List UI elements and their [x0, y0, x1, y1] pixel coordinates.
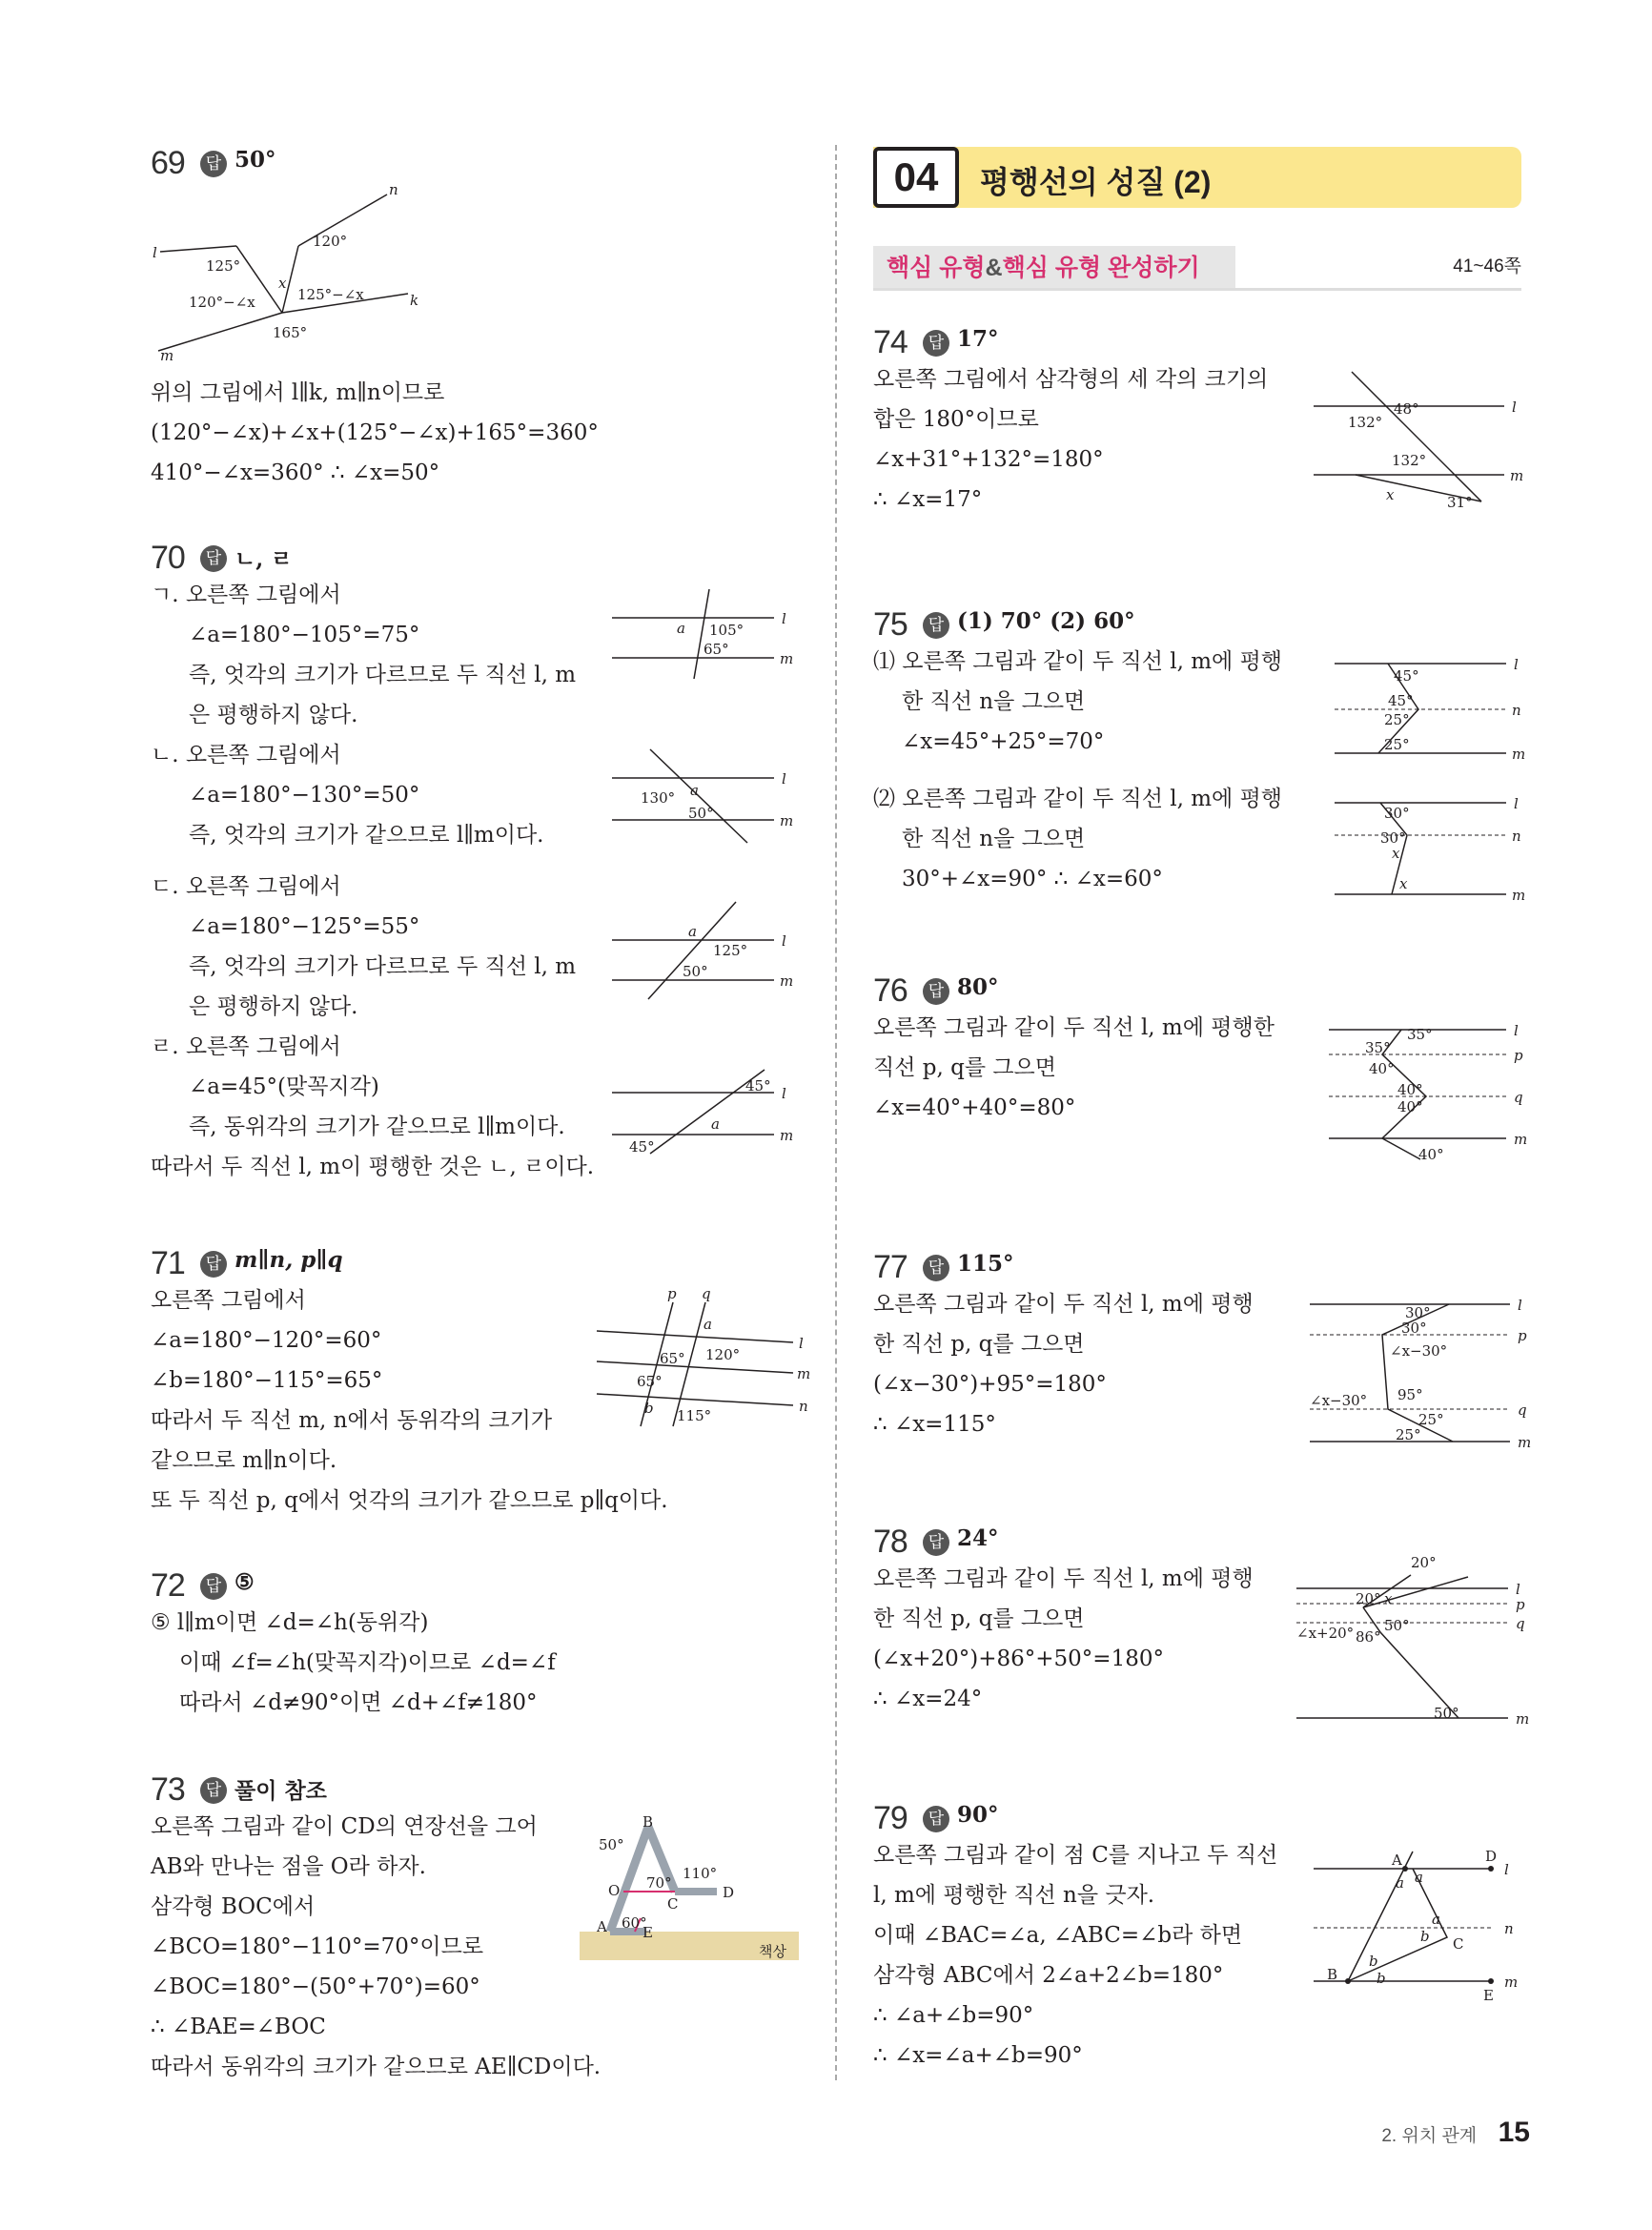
text-line: 즉, 동위각의 크기가 같으므로 l∥m이다. — [189, 1115, 565, 1139]
figure-77 — [1310, 1285, 1539, 1457]
fig-label: a — [1432, 1911, 1440, 1928]
answer-text: 115° — [957, 1251, 1014, 1277]
fig-label: 25° — [1418, 1411, 1444, 1428]
text-line: ∴ ∠x=∠a+∠b=90° — [873, 2043, 1083, 2068]
fig-label: m — [1504, 1974, 1519, 1991]
fig-label: 50° — [1384, 1617, 1410, 1634]
text-line: 은 평행하지 않다. — [189, 703, 358, 727]
fig-label: l — [782, 610, 786, 627]
text-line: (120°−∠x)+∠x+(125°−∠x)+165°=360° — [151, 420, 599, 445]
fig-label: 25° — [1384, 736, 1410, 753]
fig-label: q — [1518, 1401, 1527, 1419]
text-line: 같으므로 m∥n이다. — [151, 1448, 337, 1473]
fig-label: m — [1518, 1434, 1532, 1451]
problem-number: 74 — [873, 324, 908, 360]
answer-text: 50° — [235, 147, 276, 173]
text-line: 오른쪽 그림에서 — [151, 1288, 306, 1313]
text-line: ∠BOC=180°−(50°+70°)=60° — [151, 1974, 480, 1999]
fig-label: a — [688, 923, 697, 940]
answer-text: (1) 70° (2) 60° — [957, 608, 1135, 634]
figure-73 — [580, 1813, 808, 1975]
text-line: 즉, 엇각의 크기가 같으므로 l∥m이다. — [189, 823, 544, 848]
figure-69 — [151, 181, 427, 364]
fig-label: l — [1514, 1022, 1519, 1039]
fig-label: x — [1386, 486, 1395, 503]
fig-label: C — [1453, 1935, 1464, 1953]
text-line: ∠a=180°−130°=50° — [189, 783, 420, 808]
fig-label: D — [723, 1884, 735, 1901]
text-line: 삼각형 BOC에서 — [151, 1894, 316, 1919]
fig-label: m — [1512, 887, 1526, 904]
fig-label: A — [1392, 1852, 1402, 1869]
fig-label: x — [1392, 845, 1400, 862]
problem-number: 75 — [873, 606, 908, 643]
fig-label: E — [642, 1924, 653, 1941]
figure-75-2 — [1335, 791, 1535, 906]
fig-label: a — [704, 1316, 712, 1333]
problem-number: 78 — [873, 1524, 908, 1560]
text-line: ㄹ. 오른쪽 그림에서 — [151, 1034, 341, 1059]
text-line: 즉, 엇각의 크기가 다르므로 두 직선 l, m — [189, 663, 577, 687]
text-line: ∠a=180°−125°=55° — [189, 914, 420, 939]
fig-label: l — [153, 244, 157, 261]
fig-label: p — [667, 1285, 677, 1302]
fig-label: 30° — [1405, 1304, 1431, 1321]
problem-number: 70 — [151, 540, 185, 576]
text-line: 은 평행하지 않다. — [189, 994, 358, 1019]
text-line: 오른쪽 그림과 같이 두 직선 l, m에 평행한 — [873, 1015, 1275, 1040]
answer-text: ⑤ — [235, 1569, 255, 1595]
text-line: AB와 만나는 점을 O라 하자. — [151, 1854, 426, 1879]
answer-text: 24° — [957, 1525, 999, 1551]
text-line: 오른쪽 그림과 같이 두 직선 l, m에 평행 — [873, 1292, 1254, 1317]
text-line: ⑤ l∥m이면 ∠d=∠h(동위각) — [151, 1610, 429, 1635]
text-line: (∠x−30°)+95°=180° — [873, 1372, 1107, 1397]
figure-78 — [1296, 1556, 1535, 1728]
fig-label: 35° — [1365, 1039, 1391, 1056]
text-line: ∴ ∠a+∠b=90° — [873, 2003, 1034, 2028]
fig-label: 165° — [273, 324, 308, 341]
figure-71 — [593, 1283, 822, 1455]
fig-label: b — [1420, 1928, 1430, 1945]
fig-label: m — [1510, 467, 1524, 484]
figure-75-1 — [1335, 648, 1535, 772]
text-line: ⑴ 오른쪽 그림과 같이 두 직선 l, m에 평행 — [873, 649, 1283, 674]
figure-74 — [1314, 368, 1533, 511]
fig-label: m — [780, 972, 794, 990]
text-line: ∴ ∠x=17° — [873, 487, 983, 512]
fig-label: l — [782, 1085, 786, 1102]
text-line: 한 직선 n을 그으면 — [902, 689, 1086, 714]
section-number: 04 — [873, 147, 959, 208]
fig-label: 30° — [1380, 829, 1406, 847]
problem-number: 71 — [151, 1245, 185, 1281]
fig-label: b — [644, 1400, 654, 1417]
fig-label: 40° — [1369, 1060, 1395, 1077]
fig-label: n — [1512, 702, 1521, 719]
text-line: 위의 그림에서 l∥k, m∥n이므로 — [151, 380, 445, 405]
fig-label: q — [1516, 1615, 1525, 1632]
fig-label: 45° — [1388, 692, 1414, 709]
fig-label: l — [1512, 399, 1517, 416]
fig-label: 50° — [688, 805, 714, 822]
fig-label: 115° — [677, 1407, 712, 1424]
fig-label: p — [1516, 1596, 1525, 1613]
text-line: ∠BCO=180°−110°=70°이므로 — [151, 1934, 484, 1959]
fig-label: b — [1377, 1970, 1386, 1987]
text-line: ∴ ∠x=24° — [873, 1687, 983, 1711]
fig-label: A — [597, 1918, 607, 1935]
fig-label: n — [1504, 1920, 1514, 1937]
text-line: ㄱ. 오른쪽 그림에서 — [151, 583, 341, 607]
fig-label: 50° — [683, 963, 708, 980]
answer-text: ㄴ, ㄹ — [235, 546, 293, 572]
figure-70-b — [612, 744, 803, 849]
fig-label: a — [711, 1115, 720, 1133]
sub-header-tab — [873, 246, 1235, 290]
text-line: ∠a=180°−105°=75° — [189, 623, 420, 647]
fig-label: l — [1514, 656, 1519, 673]
fig-label: p — [1514, 1047, 1523, 1064]
fig-label: 70° — [646, 1874, 672, 1892]
fig-label: 20° — [1411, 1554, 1437, 1571]
sub-header-amp: & — [985, 255, 1003, 281]
fig-label: l — [1518, 1297, 1522, 1314]
text-line: 한 직선 p, q를 그으면 — [873, 1332, 1085, 1357]
answer-badge: 답 — [923, 1806, 949, 1832]
sub-header — [873, 246, 1521, 290]
fig-label: b — [1369, 1953, 1378, 1970]
fig-label: 35° — [1407, 1026, 1433, 1043]
text-line: 합은 180°이므로 — [873, 407, 1039, 432]
fig-label: a — [677, 620, 685, 637]
fig-label: 132° — [1348, 414, 1383, 431]
fig-label: 30° — [1401, 1320, 1427, 1337]
text-line: 410°−∠x=360° ∴ ∠x=50° — [151, 460, 440, 485]
text-line: 따라서 동위각의 크기가 같으므로 AE∥CD이다. — [151, 2055, 602, 2079]
text-line: ∴ ∠x=115° — [873, 1412, 996, 1437]
fig-label: n — [1512, 828, 1521, 845]
fig-label: l — [799, 1335, 804, 1352]
text-line: (∠x+20°)+86°+50°=180° — [873, 1647, 1164, 1671]
page-range: 41~46쪽 — [1453, 256, 1521, 276]
answer-badge: 답 — [200, 1573, 227, 1600]
fig-label: p — [1518, 1327, 1527, 1344]
fig-label: a — [1396, 1874, 1404, 1892]
fig-label: x — [1399, 875, 1408, 892]
fig-label: 31° — [1447, 494, 1473, 511]
fig-label: n — [799, 1398, 808, 1415]
text-line: ∠x+31°+132°=180° — [873, 447, 1104, 472]
figure-70-a — [612, 585, 803, 681]
fig-label: 120° — [705, 1346, 741, 1363]
text-line: 한 직선 n을 그으면 — [902, 827, 1086, 851]
problem-number: 76 — [873, 972, 908, 1009]
text-line: 오른쪽 그림과 같이 CD의 연장선을 그어 — [151, 1814, 538, 1839]
text-line: ∠x=40°+40°=80° — [873, 1095, 1076, 1120]
fig-label: ∠x+20° — [1296, 1625, 1355, 1642]
sub-header-b: 핵심 유형 완성하기 — [1002, 255, 1200, 281]
fig-label: ∠x−30° — [1310, 1392, 1368, 1409]
fig-label: 125°−∠x — [297, 286, 364, 303]
fig-label: 50° — [1434, 1705, 1459, 1722]
fig-label: E — [1483, 1987, 1494, 2004]
answer-badge: 답 — [200, 151, 227, 177]
problem-number: 73 — [151, 1771, 185, 1808]
fig-label: 40° — [1397, 1081, 1423, 1098]
section-header — [873, 147, 1521, 208]
fig-label: 132° — [1392, 452, 1427, 469]
text-line: ∠a=45°(맞꼭지각) — [189, 1074, 379, 1099]
fig-label: 65° — [637, 1373, 663, 1390]
text-line: ㄷ. 오른쪽 그림에서 — [151, 874, 341, 899]
text-line: 이때 ∠BAC=∠a, ∠ABC=∠b라 하면 — [873, 1923, 1243, 1948]
fig-label: D — [1485, 1848, 1498, 1865]
fig-label: m — [780, 650, 794, 667]
section-title: 평행선의 성질 (2) — [980, 165, 1212, 199]
fig-label: 105° — [709, 622, 744, 639]
figure-76 — [1329, 1020, 1539, 1182]
fig-label: m — [797, 1365, 811, 1382]
fig-label: 120° — [313, 233, 348, 250]
answer-badge: 답 — [923, 1529, 949, 1556]
text-line: 이때 ∠f=∠h(맞꼭지각)이므로 ∠d=∠f — [179, 1650, 556, 1675]
figure-70-c — [612, 898, 803, 1003]
fig-label: m — [160, 347, 174, 364]
fig-label: O — [608, 1882, 621, 1899]
answer-text: 90° — [957, 1802, 999, 1828]
problem-number: 79 — [873, 1800, 908, 1836]
answer-badge: 답 — [923, 978, 949, 1005]
sub-header-line — [873, 288, 1521, 291]
fig-label: 45° — [629, 1138, 655, 1156]
fig-label: C — [667, 1895, 679, 1913]
text-line: 오른쪽 그림과 같이 두 직선 l, m에 평행 — [873, 1566, 1254, 1591]
fig-label: 65° — [660, 1350, 685, 1367]
fig-label: 125° — [206, 257, 241, 275]
column-divider — [835, 145, 837, 2080]
fig-label: 45° — [1394, 667, 1419, 685]
answer-badge: 답 — [200, 1251, 227, 1278]
text-line: 즉, 엇각의 크기가 다르므로 두 직선 l, m — [189, 954, 577, 979]
chapter-label: 2. 위치 관계 — [1381, 2126, 1478, 2146]
fig-label: 60° — [622, 1914, 647, 1932]
text-line: 또 두 직선 p, q에서 엇각의 크기가 같으므로 p∥q이다. — [151, 1488, 668, 1513]
text-line: ∠x=45°+25°=70° — [902, 729, 1105, 754]
text-line: 오른쪽 그림과 같이 점 C를 지나고 두 직선 — [873, 1843, 1278, 1868]
fig-label: l — [1516, 1581, 1520, 1598]
fig-label: 130° — [641, 789, 676, 807]
fig-label: 40° — [1418, 1146, 1444, 1163]
fig-label: x — [1384, 1590, 1393, 1607]
text-line: 30°+∠x=90° ∴ ∠x=60° — [902, 867, 1163, 891]
fig-label: q — [1514, 1089, 1523, 1106]
fig-label: 30° — [1384, 805, 1410, 822]
page-footer — [1381, 2117, 1530, 2149]
text-line: ∴ ∠BAE=∠BOC — [151, 2015, 326, 2039]
fig-label: 120°−∠x — [189, 294, 255, 311]
fig-label: m — [780, 812, 794, 829]
fig-label: m — [1514, 1131, 1528, 1148]
answer-text: 80° — [957, 974, 999, 1000]
fig-label: 40° — [1397, 1098, 1423, 1115]
fig-label: 책상 — [759, 1943, 786, 1960]
text-line: ∠b=180°−115°=65° — [151, 1368, 383, 1393]
text-line: 삼각형 ABC에서 2∠a+2∠b=180° — [873, 1963, 1224, 1988]
text-line: 따라서 두 직선 m, n에서 동위각의 크기가 — [151, 1408, 553, 1433]
fig-label: B — [1327, 1966, 1338, 1983]
fig-label: l — [1504, 1861, 1509, 1878]
problem-number: 69 — [151, 145, 185, 181]
fig-label: x — [278, 275, 287, 292]
text-line: ㄴ. 오른쪽 그림에서 — [151, 743, 341, 767]
fig-label: n — [389, 181, 398, 198]
text-line: l, m에 평행한 직선 n을 긋자. — [873, 1883, 1155, 1908]
fig-label: 48° — [1394, 400, 1419, 418]
fig-label: q — [702, 1285, 711, 1302]
answer-badge: 답 — [200, 545, 227, 572]
problem-number: 77 — [873, 1249, 908, 1285]
fig-label: 45° — [745, 1077, 771, 1095]
fig-label: a — [690, 782, 699, 799]
figure-70-d — [612, 1054, 803, 1159]
answer-badge: 답 — [200, 1777, 227, 1804]
fig-label: 95° — [1397, 1386, 1423, 1403]
text-line: 오른쪽 그림에서 삼각형의 세 각의 크기의 — [873, 367, 1269, 392]
fig-label: l — [1514, 795, 1519, 812]
fig-label: 125° — [713, 942, 748, 959]
answer-text: m∥n, p∥q — [235, 1247, 343, 1273]
figure-79 — [1314, 1842, 1533, 2004]
fig-label: l — [782, 770, 786, 788]
fig-label: ∠x−30° — [1390, 1342, 1448, 1360]
answer-text: 풀이 참조 — [235, 1779, 327, 1804]
page-number: 15 — [1498, 2117, 1530, 2148]
fig-label: m — [1516, 1710, 1530, 1728]
fig-label: l — [782, 932, 786, 950]
fig-label: a — [1415, 1869, 1423, 1886]
fig-label: 65° — [704, 641, 729, 658]
fig-label: 20° — [1356, 1590, 1381, 1607]
answer-badge: 답 — [923, 1255, 949, 1281]
answer-text: 17° — [957, 326, 999, 352]
text-line: 따라서 ∠d≠90°이면 ∠d+∠f≠180° — [179, 1690, 538, 1715]
fig-label: 50° — [599, 1836, 624, 1853]
text-line: 따라서 두 직선 l, m이 평행한 것은 ㄴ, ㄹ이다. — [151, 1155, 595, 1179]
text-line: ⑵ 오른쪽 그림과 같이 두 직선 l, m에 평행 — [873, 787, 1283, 811]
fig-label: B — [642, 1813, 654, 1831]
sub-header-a: 핵심 유형 — [887, 255, 986, 281]
text-line: 한 직선 p, q를 그으면 — [873, 1606, 1085, 1631]
text-line: 직선 p, q를 그으면 — [873, 1055, 1056, 1080]
text-line: ∠a=180°−120°=60° — [151, 1328, 382, 1353]
fig-label: 86° — [1356, 1628, 1381, 1646]
answer-badge: 답 — [923, 612, 949, 639]
fig-label: 110° — [683, 1865, 718, 1882]
answer-badge: 답 — [923, 330, 949, 357]
fig-label: k — [410, 292, 419, 309]
fig-label: 25° — [1396, 1426, 1421, 1443]
fig-label: m — [780, 1127, 794, 1144]
fig-label: m — [1512, 746, 1526, 763]
problem-number: 72 — [151, 1567, 185, 1604]
fig-label: 25° — [1384, 711, 1410, 728]
